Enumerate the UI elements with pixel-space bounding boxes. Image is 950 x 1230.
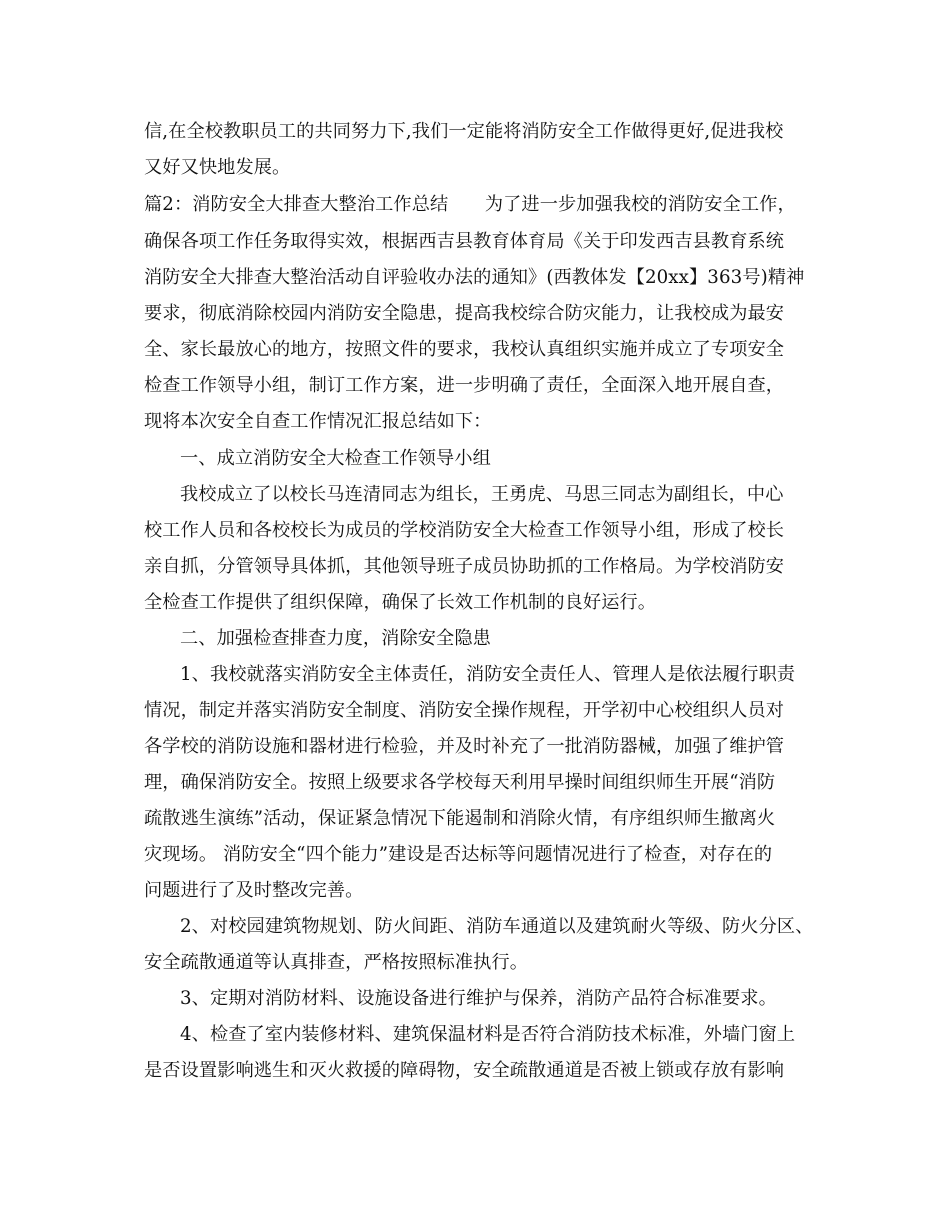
- text-line: 信,在全校教职员工的共同努力下,我们一定能将消防安全工作做得更好,促进我校: [144, 121, 784, 142]
- text-line: 1、我校就落实消防安全主体责任，消防安全责任人、管理人是依法履行职责: [180, 664, 796, 685]
- text-line: 要求，彻底消除校园内消防安全隐患，提高我校综合防灾能力，让我校成为最安: [144, 303, 785, 324]
- text-line: 各学校的消防设施和器材进行检验，并及时补充了一批消防器械，加强了维护管: [144, 736, 785, 757]
- text-line: 情况，制定并落实消防安全制度、消防安全操作规程，开学初中心校组织人员对: [144, 700, 785, 721]
- text-line: 检查工作领导小组，制订工作方案，进一步明确了责任，全面深入地开展自查，: [144, 375, 785, 396]
- text-line: 亲自抓，分管领导具体抓，其他领导班子成员协助抓的工作格局。为学校消防安: [144, 556, 785, 577]
- text-line: 问题进行了及时整改完善。: [144, 880, 364, 901]
- text-line: 现将本次安全自查工作情况汇报总结如下：: [144, 411, 492, 432]
- subheading: 一、成立消防安全大检查工作领导小组: [180, 448, 491, 469]
- text-line: 疏散逃生演练”活动，保证紧急情况下能遏制和消除火情，有序组织师生撤离火: [144, 808, 776, 829]
- text-line: 确保各项工作任务取得实效，根据西吉县教育体育局《关于印发西吉县教育系统: [144, 231, 785, 252]
- text-line: 理，确保消防安全。按照上级要求各学校每天利用早操时间组织师生开展“消防: [144, 772, 776, 793]
- text-line: 4、检查了室内装修材料、建筑保温材料是否符合消防技术标准，外墙门窗上: [180, 1024, 796, 1045]
- text-line: 灾现场。 消防安全“四个能力”建设是否达标等问题情况进行了检查，对存在的: [144, 844, 773, 865]
- text-line: 安全疏散通道等认真排查，严格按照标准执行。: [144, 952, 529, 973]
- text-line: 全、家长最放心的地方，按照文件的要求，我校认真组织实施并成立了专项安全: [144, 339, 785, 360]
- text-line: 我校成立了以校长马连清同志为组长，王勇虎、马思三同志为副组长，中心: [180, 484, 784, 505]
- subheading: 二、加强检查排查力度，消除安全隐患: [180, 628, 491, 649]
- text-line: 2、对校园建筑物规划、防火间距、消防车通道以及建筑耐火等级、防火分区、: [180, 916, 814, 937]
- text-line: 又好又快地发展。: [144, 157, 291, 178]
- text-line: 是否设置影响逃生和灭火救援的障碍物，安全疏散通道是否被上锁或存放有影响: [144, 1060, 785, 1081]
- text-line: 全检查工作提供了组织保障，确保了长效工作机制的良好运行。: [144, 592, 657, 613]
- text-line: 3、定期对消防材料、设施设备进行维护与保养，消防产品符合标准要求。: [180, 988, 777, 1009]
- text-line: 消防安全大排查大整治活动自评验收办法的通知》(西教体发【20xx】363号)精神: [144, 267, 805, 288]
- text-line: 校工作人员和各校校长为成员的学校消防安全大检查工作领导小组，形成了校长: [144, 520, 785, 541]
- section-heading: 篇2：消防安全大排查大整治工作总结 为了进一步加强我校的消防安全工作，: [144, 194, 796, 215]
